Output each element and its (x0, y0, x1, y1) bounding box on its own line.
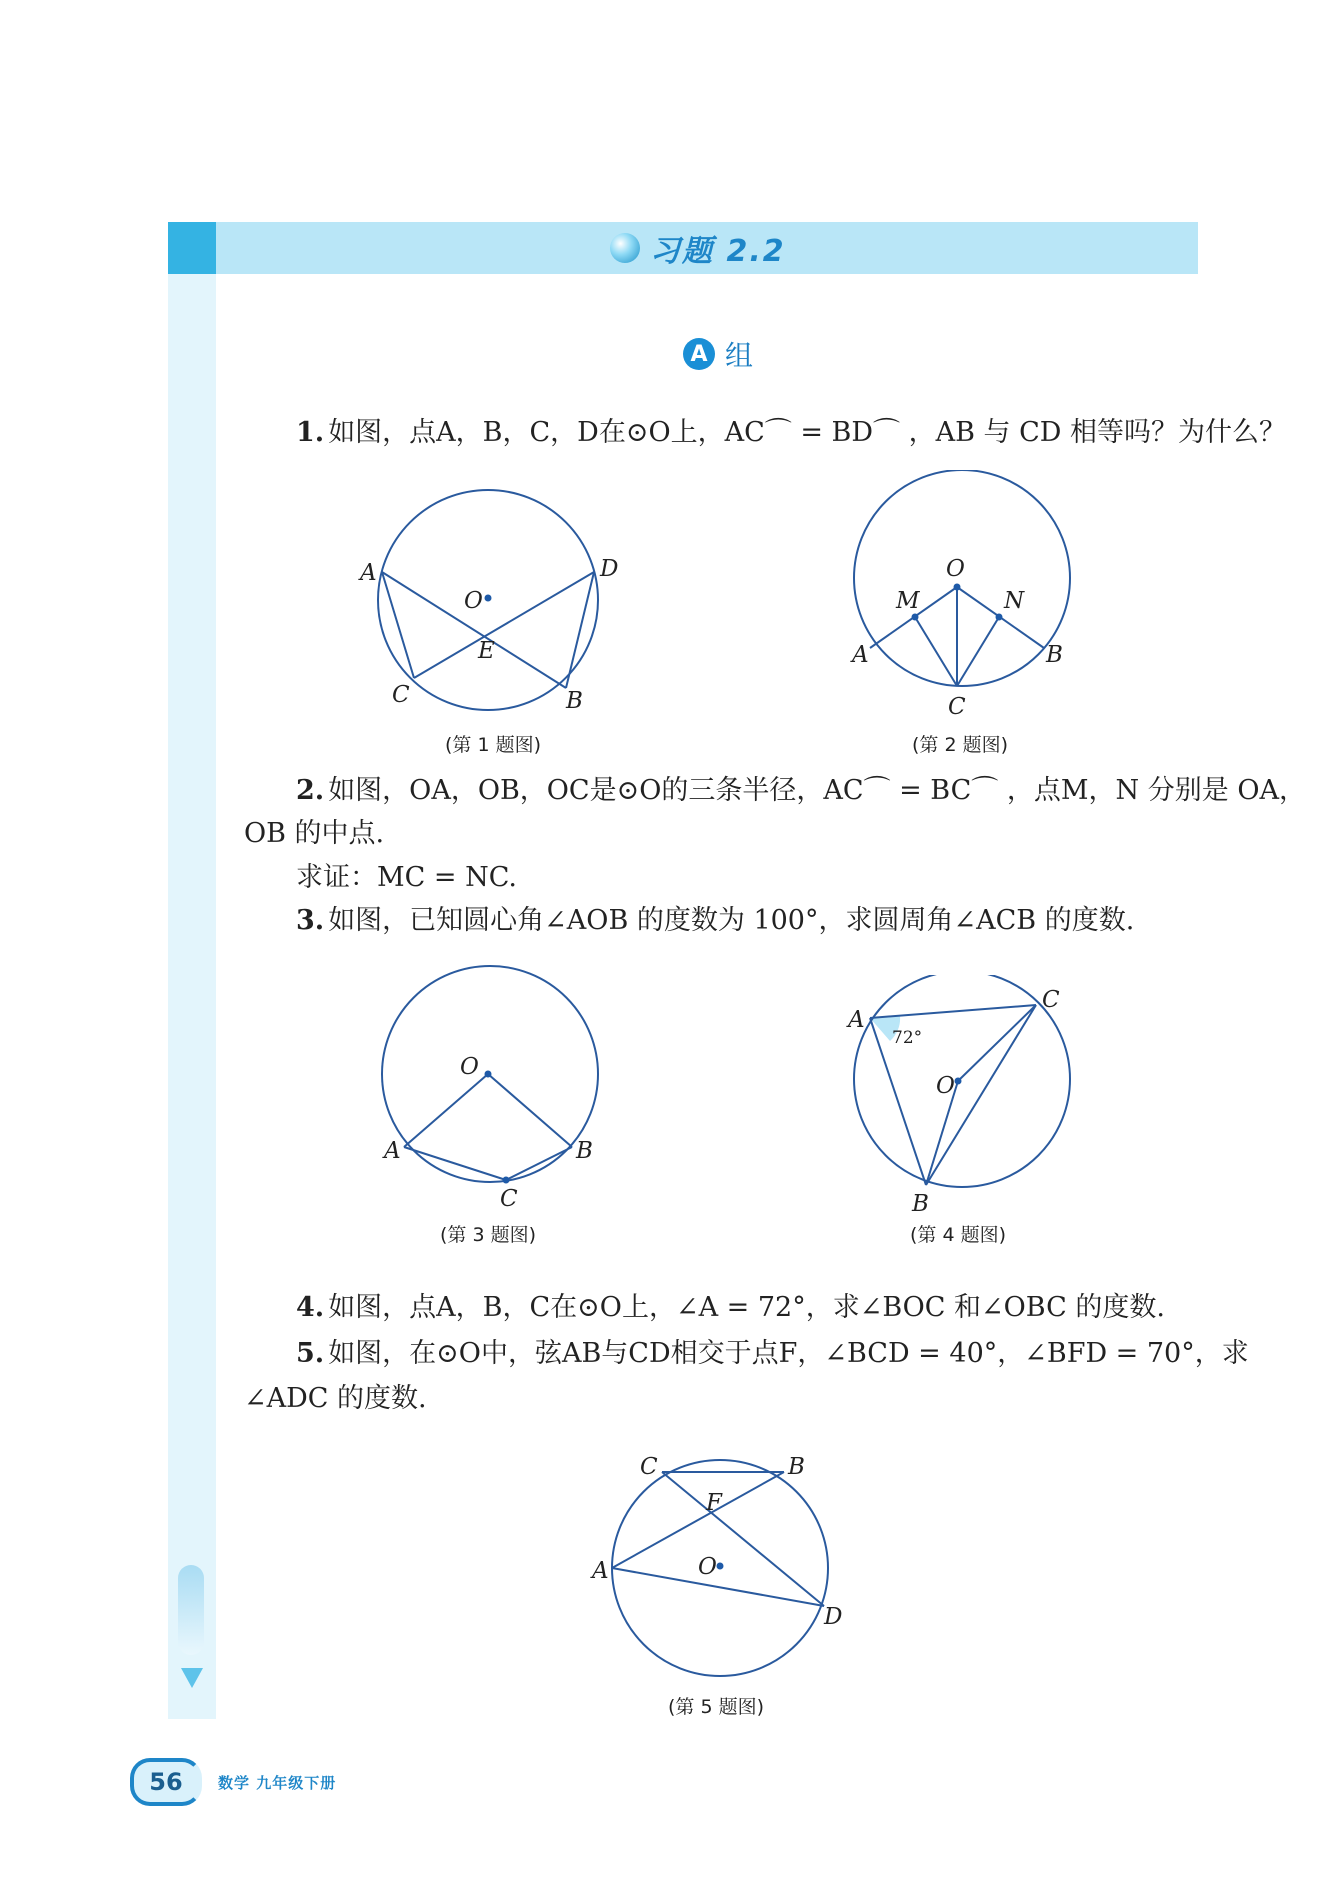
problem-2-line-3: 求证：MC = NC. (296, 862, 517, 893)
fig5-label-f: F (706, 1490, 722, 1516)
fig3-label-b: B (576, 1138, 593, 1164)
fig1-label-b: B (566, 688, 583, 714)
page-number: 56 (130, 1758, 202, 1806)
figure-1-caption: (第 1 题图) (445, 734, 541, 756)
header-title (610, 225, 786, 271)
figure-3-caption: (第 3 题图) (440, 1224, 536, 1246)
fig4-label-o: O (936, 1073, 955, 1099)
fig2-label-a: A (852, 642, 869, 668)
problem-4: 4. 如图，点A，B，C在⊙O上，∠A = 72°，求∠BOC 和∠OBC 的度数. (296, 1292, 1165, 1323)
problem-5-line-1: 5. 如图，在⊙O中，弦AB与CD相交于点F，∠BCD = 40°，∠BFD = 70°，求 (296, 1338, 1249, 1369)
fig3-label-c: C (500, 1186, 518, 1212)
problem-1: 1. 如图，点A，B，C，D在⊙O上，AC⌒ = BD⌒ ，AB 与 CD 相等吗？为什么？ (296, 417, 1287, 448)
fig2-label-n: N (1004, 588, 1025, 614)
figure-3 (360, 960, 620, 1220)
fig1-label-d: D (600, 556, 619, 582)
globe-icon (610, 233, 640, 263)
scroll-down-arrow-icon[interactable] (181, 1668, 203, 1688)
problem-3: 3. 如图，已知圆心角∠AOB 的度数为 100°，求圆周角∠ACB 的度数. (296, 905, 1135, 936)
left-sidebar (168, 222, 216, 1719)
fig2-label-o: O (946, 556, 965, 582)
fig1-label-a: A (360, 560, 377, 586)
fig1-label-o: O (464, 588, 483, 614)
fig5-label-b: B (788, 1454, 805, 1480)
figure-5-caption: (第 5 题图) (668, 1696, 764, 1718)
group-badge: A (683, 338, 715, 370)
scroll-thumb[interactable] (178, 1565, 204, 1655)
problem-2-line-2: OB 的中点. (244, 818, 385, 849)
fig4-label-a: A (848, 1007, 865, 1033)
fig5-label-a: A (592, 1558, 609, 1584)
fig3-label-a: A (384, 1138, 401, 1164)
group-label: 组 (725, 339, 754, 372)
fig1-label-e: E (478, 638, 495, 664)
figure-5 (588, 1448, 858, 1708)
figure-2-caption: (第 2 题图) (912, 734, 1008, 756)
problem-2-line-1: 2. 如图，OA，OB，OC是⊙O的三条半径，AC⌒ = BC⌒ ，点M，N 分别是 OA， (296, 775, 1306, 806)
problem-1-text: 如图，点A，B，C，D在⊙O上，AC⌒ = BD⌒ ，AB 与 CD 相等吗？为什么？ (328, 417, 1287, 448)
exercise-title: 习题 2.2 (650, 234, 786, 269)
fig4-angle-label: 72° (892, 1028, 923, 1048)
fig1-label-c: C (392, 682, 410, 708)
book-title: 数学 九年级下册 (218, 1773, 337, 1792)
group-heading (683, 334, 753, 374)
header-tab (168, 222, 216, 274)
figure-4 (840, 975, 1100, 1220)
fig5-label-o: O (698, 1554, 717, 1580)
fig2-label-m: M (896, 588, 920, 614)
figure-1 (350, 480, 630, 730)
fig4-label-b: B (912, 1191, 929, 1217)
fig2-label-c: C (948, 694, 966, 720)
page-footer (130, 1758, 336, 1806)
figure-2 (840, 470, 1100, 730)
fig2-label-b: B (1046, 642, 1063, 668)
fig5-label-d: D (824, 1604, 843, 1630)
problem-5-line-2: ∠ADC 的度数. (244, 1383, 427, 1414)
fig4-label-c: C (1042, 987, 1060, 1013)
fig5-label-c: C (640, 1454, 658, 1480)
figure-4-caption: (第 4 题图) (910, 1224, 1006, 1246)
fig3-label-o: O (460, 1054, 479, 1080)
